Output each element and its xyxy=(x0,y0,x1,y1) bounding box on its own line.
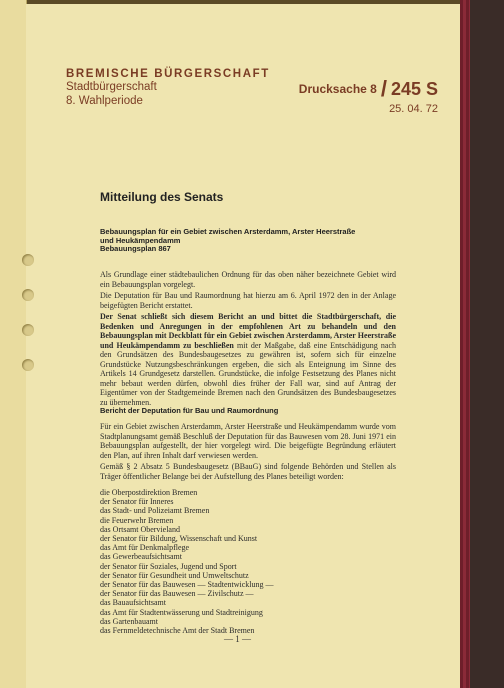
list-item: die Feuerwehr Bremen xyxy=(100,515,174,525)
list-item: die Oberpostdirektion Bremen xyxy=(100,488,198,497)
doc-label: Drucksache 8 xyxy=(298,82,377,96)
list-item: das Fernmeldetechnische Amt der Stadt Bremen xyxy=(100,626,255,636)
doc-date: 25. 04. 72 xyxy=(389,103,438,115)
report-section xyxy=(100,422,396,483)
list-item: das Bauaufsichtsamt xyxy=(100,598,166,608)
punch-hole xyxy=(22,254,34,266)
list-item: das Amt für Denkmalpflege xyxy=(100,543,190,553)
subject-line: Bebauungsplan für ein Gebiet zwischen Arsterdamm, Arster Heerstraße und Heukämpendamm xyxy=(100,227,356,245)
list-item: das Ortsamt Obervieland xyxy=(100,524,180,534)
punch-hole xyxy=(22,289,34,301)
binder-cover xyxy=(470,0,504,688)
list-item: der Senator für Inneres xyxy=(100,497,174,507)
list-item: das Gewerbeaufsichtsamt xyxy=(100,552,182,562)
plan-number: Bebauungsplan 867 xyxy=(100,244,171,253)
document-title: Mitteilung des Senats xyxy=(100,190,224,204)
senat-conditions: mit der Maßgabe, daß eine Entschädigung nach den Grundsätzen des Bundesbaugesetzes zu gewähren ist, sofern sich für einzelne Grundstücke Nutzungsbeschränkungen ergeben, die sich als Enteignung im Sinne des Artikels 14 Grundgesetz darstellen. Grundstücke, die infolge Festsetzung des Planes nicht mehr bebaut werden dürfen, obwohl dies früher der Fall war, sind auf Antrag der Eigentümer von der Stadtgemeinde Bremen nach den Grundsätzen des Bundesbaugesetzes zu übernehmen. xyxy=(100,340,397,407)
organization-name: BREMISCHE BÜRGERSCHAFT xyxy=(66,68,270,80)
senat-resolution: Der Senat schließt sich diesem Bericht an und bittet die Stadtbürgerschaft, die Bedenken und Anregungen in der empfohlenen Art zu behandeln und den Bebauungsplan mit Deckblatt für ein Gebiet zwischen Arsterdamm, Arster Heerstraße und Heukämpendamm zu beschließen xyxy=(100,312,396,350)
list-item: der Senator für Soziales, Jugend und Sport xyxy=(100,561,237,571)
list-item: das Amt für Stadtentwässerung und Stadtreinigung xyxy=(100,607,263,617)
legislative-period: 8. Wahlperiode xyxy=(66,95,143,107)
adjacent-page-edge xyxy=(0,0,27,688)
list-item: der Senator für Gesundheit und Umweltschutz xyxy=(100,570,249,580)
punch-hole xyxy=(22,359,34,371)
list-item: der Senator für das Bauwesen — Stadtentwicklung — xyxy=(100,580,274,590)
intro-paragraph: Die Deputation für Bau und Raumordnung hat hierzu am 6. April 1972 den in der Anlage beigefügten Bericht erstattet. xyxy=(100,291,396,310)
separator-slash: / xyxy=(380,76,387,101)
list-item: der Senator für das Bauwesen — Zivilschutz — xyxy=(100,589,254,599)
page-number: — 1 — xyxy=(224,634,251,644)
list-item: der Senator für Bildung, Wissenschaft und Kunst xyxy=(100,534,258,544)
report-paragraph: Gemäß § 2 Absatz 5 Bundesbaugesetz (BBauG) sind folgende Behörden und Stellen als Träger öffentlicher Belange bei der Aufstellung des Planes beteiligt worden: xyxy=(100,462,396,481)
intro-section xyxy=(100,270,396,409)
document-page xyxy=(26,4,460,688)
doc-number: 245 S xyxy=(390,78,438,99)
intro-paragraph: Als Grundlage einer städtebaulichen Ordnung für das oben näher bezeichnete Gebiet wird ein Bebauungsplan vorgelegt. xyxy=(100,270,396,289)
report-heading: Bericht der Deputation für Bau und Raumordnung xyxy=(100,406,279,415)
document-reference xyxy=(299,76,438,115)
punch-hole xyxy=(22,324,34,336)
authorities-list xyxy=(100,488,274,635)
senat-paragraph xyxy=(100,312,396,407)
chamber-name: Stadtbürgerschaft xyxy=(66,81,157,93)
list-item: das Gartenbauamt xyxy=(100,616,158,626)
list-item: das Stadt- und Polizeiamt Bremen xyxy=(100,506,210,516)
report-paragraph: Für ein Gebiet zwischen Arsterdamm, Arster Heerstraße und Heukämpendamm wurde vom Stadtplanungsamt gemäß Beschluß der Deputation für das Bauwesen vom 28. Juni 1971 ein Bebauungsplan aufgestellt, der hier vorgelegt wird. Die beigefügte Begründung erläutert den Plan, auf ihren Inhalt darf verwiesen werden. xyxy=(100,422,396,460)
letterhead xyxy=(66,68,270,108)
